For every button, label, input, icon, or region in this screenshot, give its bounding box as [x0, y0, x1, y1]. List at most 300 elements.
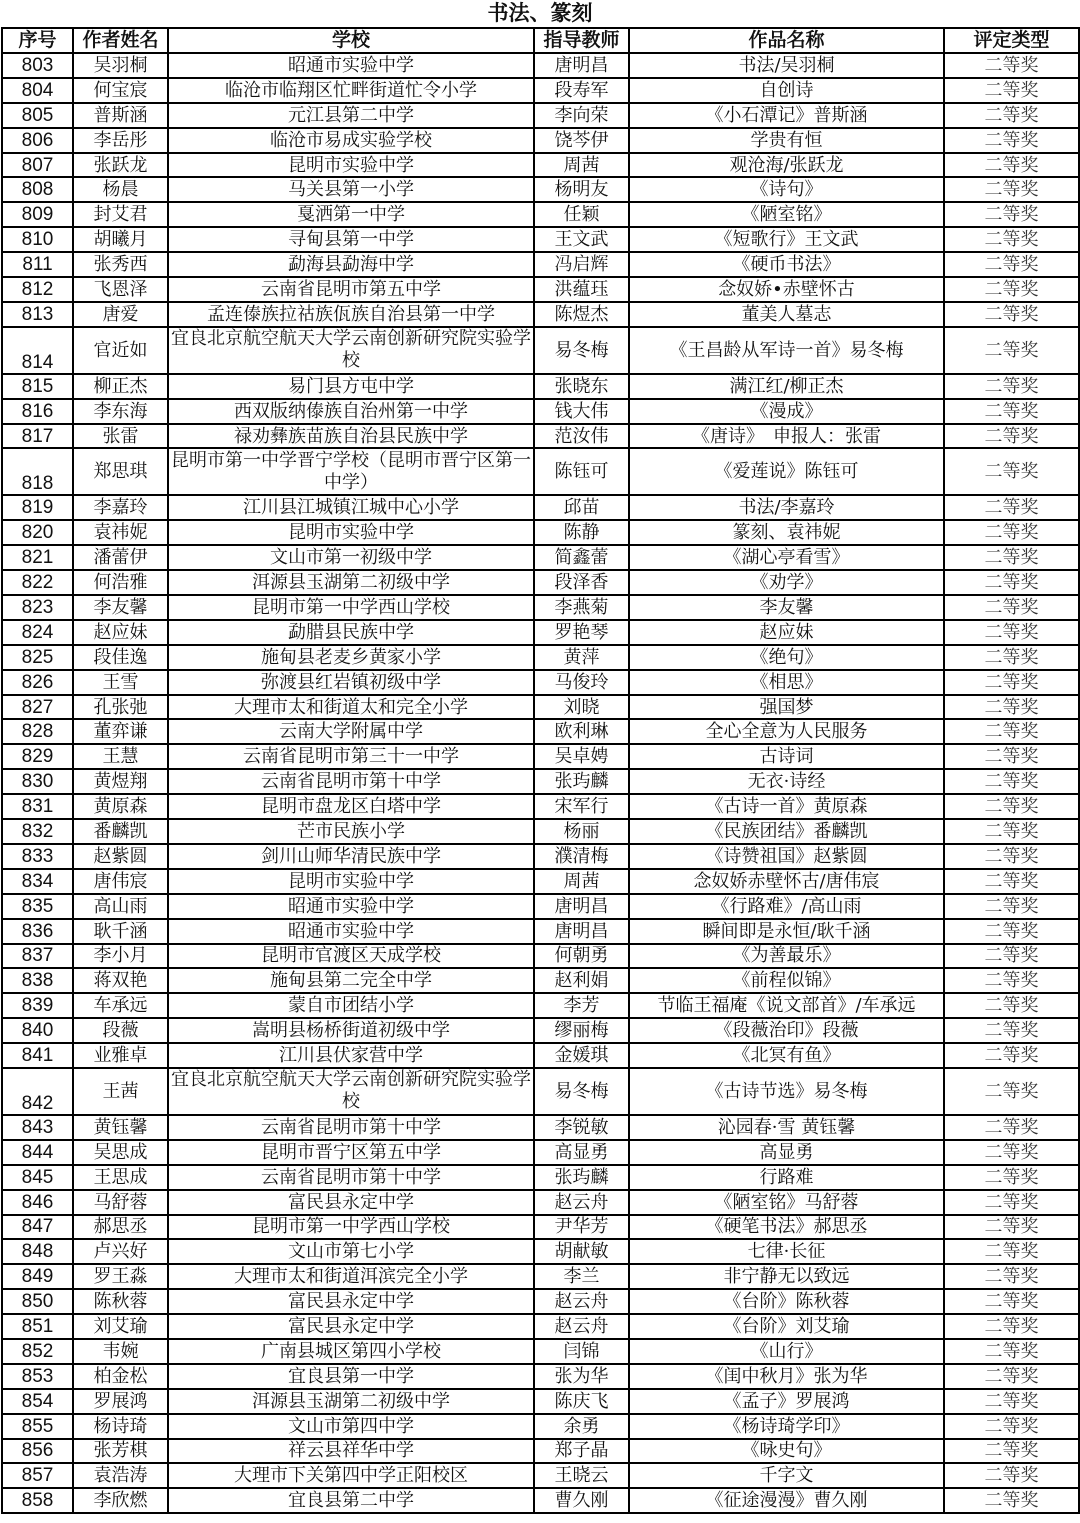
cell-work: 篆刻、袁祎妮	[629, 520, 944, 545]
cell-teacher: 饶芩伊	[534, 128, 629, 153]
cell-number: 811	[2, 252, 73, 277]
cell-number: 830	[2, 769, 73, 794]
cell-author: 唐爱	[73, 302, 168, 327]
cell-number: 814	[2, 327, 73, 374]
cell-school: 广南县城区第四小学校	[168, 1339, 534, 1364]
cell-award: 二等奖	[944, 424, 1079, 449]
cell-award: 二等奖	[944, 1414, 1079, 1439]
cell-author: 唐伟宸	[73, 869, 168, 894]
cell-work: 书法/吴羽桐	[629, 53, 944, 78]
header-author: 作者姓名	[73, 28, 168, 53]
cell-author: 段薇	[73, 1018, 168, 1043]
cell-author: 王雪	[73, 670, 168, 695]
cell-work: 《征途漫漫》曹久刚	[629, 1488, 944, 1513]
cell-teacher: 易冬梅	[534, 1068, 629, 1115]
cell-school: 元江县第二中学	[168, 103, 534, 128]
header-teacher: 指导教师	[534, 28, 629, 53]
cell-author: 赵紫圆	[73, 844, 168, 869]
cell-number: 803	[2, 53, 73, 78]
cell-teacher: 李芳	[534, 993, 629, 1018]
cell-author: 李友馨	[73, 595, 168, 620]
table-row	[2, 1389, 1079, 1414]
header-number: 序号	[2, 28, 73, 53]
cell-teacher: 尹华芳	[534, 1215, 629, 1240]
table-row	[2, 993, 1079, 1018]
table-row	[2, 744, 1079, 769]
cell-work: 《前程似锦》	[629, 968, 944, 993]
cell-number: 846	[2, 1190, 73, 1215]
cell-school: 宜良县第一中学	[168, 1364, 534, 1389]
cell-work: 高显勇	[629, 1140, 944, 1165]
cell-teacher: 郑子晶	[534, 1439, 629, 1464]
cell-award: 二等奖	[944, 128, 1079, 153]
cell-school: 嵩明县杨桥街道初级中学	[168, 1018, 534, 1043]
table-row	[2, 277, 1079, 302]
cell-author: 柳正杰	[73, 374, 168, 399]
cell-award: 二等奖	[944, 153, 1079, 178]
cell-author: 胡曦月	[73, 227, 168, 252]
cell-work: 沁园春·雪 黄钰馨	[629, 1115, 944, 1140]
cell-award: 二等奖	[944, 869, 1079, 894]
cell-number: 831	[2, 794, 73, 819]
table-row	[2, 1215, 1079, 1240]
cell-school: 孟连傣族拉祜族佤族自治县第一中学	[168, 302, 534, 327]
cell-author: 何宝宸	[73, 78, 168, 103]
cell-work: 《陋室铭》	[629, 202, 944, 227]
cell-school: 蒙自市团结小学	[168, 993, 534, 1018]
cell-number: 856	[2, 1439, 73, 1464]
cell-work: 《唐诗》 申报人：张雷	[629, 424, 944, 449]
cell-work: 古诗词	[629, 744, 944, 769]
cell-author: 郑思琪	[73, 448, 168, 495]
table-row	[2, 103, 1079, 128]
cell-work: 《山行》	[629, 1339, 944, 1364]
cell-award: 二等奖	[944, 1389, 1079, 1414]
cell-award: 二等奖	[944, 327, 1079, 374]
cell-teacher: 张玙麟	[534, 769, 629, 794]
cell-award: 二等奖	[944, 769, 1079, 794]
cell-number: 836	[2, 919, 73, 944]
cell-work: 节临王福庵《说文部首》/车承远	[629, 993, 944, 1018]
cell-author: 李岳彤	[73, 128, 168, 153]
table-row	[2, 202, 1079, 227]
cell-number: 808	[2, 177, 73, 202]
cell-award: 二等奖	[944, 919, 1079, 944]
cell-author: 业雅卓	[73, 1043, 168, 1068]
page-title: 书法、篆刻	[487, 1, 593, 25]
cell-teacher: 刘晓	[534, 695, 629, 720]
cell-award: 二等奖	[944, 495, 1079, 520]
cell-award: 二等奖	[944, 78, 1079, 103]
cell-award: 二等奖	[944, 1289, 1079, 1314]
cell-award: 二等奖	[944, 1239, 1079, 1264]
cell-school: 弥渡县红岩镇初级中学	[168, 670, 534, 695]
cell-teacher: 唐明昌	[534, 53, 629, 78]
cell-work: 《咏史句》	[629, 1439, 944, 1464]
cell-teacher: 张晓东	[534, 374, 629, 399]
cell-author: 韦婉	[73, 1339, 168, 1364]
cell-work: 《台阶》刘艾瑜	[629, 1314, 944, 1339]
cell-work: 《陋室铭》马舒蓉	[629, 1190, 944, 1215]
cell-author: 李东海	[73, 399, 168, 424]
cell-teacher: 赵利娟	[534, 968, 629, 993]
cell-author: 耿千涵	[73, 919, 168, 944]
cell-school: 洱源县玉湖第二初级中学	[168, 570, 534, 595]
cell-school: 勐腊县民族中学	[168, 620, 534, 645]
cell-school: 昆明市实验中学	[168, 520, 534, 545]
cell-teacher: 高显勇	[534, 1140, 629, 1165]
cell-school: 昆明市第一中学西山学校	[168, 1215, 534, 1240]
table-row	[2, 177, 1079, 202]
cell-author: 黄原森	[73, 794, 168, 819]
cell-school: 昆明市第一中学西山学校	[168, 595, 534, 620]
table-row	[2, 1018, 1079, 1043]
cell-work: 《孟子》罗展鸿	[629, 1389, 944, 1414]
cell-teacher: 周茜	[534, 869, 629, 894]
cell-number: 853	[2, 1364, 73, 1389]
table-row	[2, 53, 1079, 78]
table-row	[2, 1165, 1079, 1190]
cell-author: 何浩雅	[73, 570, 168, 595]
cell-award: 二等奖	[944, 1068, 1079, 1115]
cell-number: 805	[2, 103, 73, 128]
cell-school: 昭通市实验中学	[168, 894, 534, 919]
cell-teacher: 赵云舟	[534, 1190, 629, 1215]
cell-work: 自创诗	[629, 78, 944, 103]
cell-award: 二等奖	[944, 1339, 1079, 1364]
cell-school: 云南省昆明市第十中学	[168, 769, 534, 794]
table-row	[2, 1043, 1079, 1068]
cell-work: 《古诗节选》易冬梅	[629, 1068, 944, 1115]
table-row	[2, 153, 1079, 178]
cell-teacher: 赵云舟	[534, 1314, 629, 1339]
cell-author: 吴羽桐	[73, 53, 168, 78]
cell-teacher: 吴卓娉	[534, 744, 629, 769]
cell-work: 念奴娇赤壁怀古/唐伟宸	[629, 869, 944, 894]
table-row	[2, 495, 1079, 520]
cell-school: 芒市民族小学	[168, 819, 534, 844]
cell-number: 825	[2, 645, 73, 670]
cell-teacher: 李燕菊	[534, 595, 629, 620]
cell-award: 二等奖	[944, 103, 1079, 128]
cell-author: 罗展鸿	[73, 1389, 168, 1414]
cell-school: 富民县永定中学	[168, 1314, 534, 1339]
cell-work: 《行路难》/高山雨	[629, 894, 944, 919]
table-row	[2, 1488, 1079, 1513]
cell-school: 施甸县老麦乡黄家小学	[168, 645, 534, 670]
cell-school: 富民县永定中学	[168, 1289, 534, 1314]
cell-award: 二等奖	[944, 645, 1079, 670]
cell-author: 张芳棋	[73, 1439, 168, 1464]
cell-award: 二等奖	[944, 1115, 1079, 1140]
cell-author: 郝思丞	[73, 1215, 168, 1240]
cell-teacher: 冯启辉	[534, 252, 629, 277]
table-row	[2, 374, 1079, 399]
cell-number: 857	[2, 1463, 73, 1488]
cell-teacher: 洪蕴珏	[534, 277, 629, 302]
cell-teacher: 陈庆飞	[534, 1389, 629, 1414]
cell-school: 文山市第七小学	[168, 1239, 534, 1264]
cell-number: 850	[2, 1289, 73, 1314]
cell-author: 番麟凯	[73, 819, 168, 844]
cell-number: 810	[2, 227, 73, 252]
cell-number: 858	[2, 1488, 73, 1513]
cell-author: 普斯涵	[73, 103, 168, 128]
cell-school: 富民县永定中学	[168, 1190, 534, 1215]
cell-school: 宜良北京航空航天大学云南创新研究院实验学校	[168, 327, 534, 374]
cell-author: 张雷	[73, 424, 168, 449]
cell-author: 李欣燃	[73, 1488, 168, 1513]
cell-work: 《绝句》	[629, 645, 944, 670]
cell-teacher: 张为华	[534, 1364, 629, 1389]
cell-work: 学贵有恒	[629, 128, 944, 153]
cell-author: 王茜	[73, 1068, 168, 1115]
cell-award: 二等奖	[944, 1364, 1079, 1389]
cell-number: 819	[2, 495, 73, 520]
cell-school: 昆明市盘龙区白塔中学	[168, 794, 534, 819]
cell-work: 《湖心亭看雪》	[629, 545, 944, 570]
table-row	[2, 570, 1079, 595]
cell-teacher: 马俊玲	[534, 670, 629, 695]
cell-number: 838	[2, 968, 73, 993]
cell-award: 二等奖	[944, 177, 1079, 202]
cell-author: 黄钰馨	[73, 1115, 168, 1140]
cell-school: 宜良县第二中学	[168, 1488, 534, 1513]
cell-author: 卢兴好	[73, 1239, 168, 1264]
table-body	[2, 53, 1079, 1513]
cell-work: 《劝学》	[629, 570, 944, 595]
cell-author: 封艾君	[73, 202, 168, 227]
table-row	[2, 944, 1079, 969]
cell-school: 江川县江城镇江城中心小学	[168, 495, 534, 520]
cell-award: 二等奖	[944, 302, 1079, 327]
cell-teacher: 任颖	[534, 202, 629, 227]
cell-school: 江川县伏家营中学	[168, 1043, 534, 1068]
table-row	[2, 844, 1079, 869]
table-row	[2, 399, 1079, 424]
cell-number: 816	[2, 399, 73, 424]
header-award: 评定类型	[944, 28, 1079, 53]
cell-author: 段佳逸	[73, 645, 168, 670]
cell-award: 二等奖	[944, 202, 1079, 227]
cell-number: 834	[2, 869, 73, 894]
cell-teacher: 陈钰可	[534, 448, 629, 495]
cell-work: 《硬币书法》	[629, 252, 944, 277]
cell-number: 835	[2, 894, 73, 919]
cell-number: 839	[2, 993, 73, 1018]
table-row	[2, 520, 1079, 545]
cell-work: 《小石潭记》普斯涵	[629, 103, 944, 128]
cell-award: 二等奖	[944, 1018, 1079, 1043]
cell-work: 《北冥有鱼》	[629, 1043, 944, 1068]
cell-award: 二等奖	[944, 1165, 1079, 1190]
cell-number: 844	[2, 1140, 73, 1165]
cell-number: 818	[2, 448, 73, 495]
cell-award: 二等奖	[944, 944, 1079, 969]
header-work: 作品名称	[629, 28, 944, 53]
table-row	[2, 919, 1079, 944]
cell-author: 马舒蓉	[73, 1190, 168, 1215]
table-row	[2, 128, 1079, 153]
table-row	[2, 327, 1079, 374]
cell-number: 824	[2, 620, 73, 645]
cell-school: 昆明市官渡区天成学校	[168, 944, 534, 969]
cell-author: 高山雨	[73, 894, 168, 919]
cell-work: 满江红/柳正杰	[629, 374, 944, 399]
cell-number: 851	[2, 1314, 73, 1339]
cell-teacher: 段寿军	[534, 78, 629, 103]
cell-school: 西双版纳傣族自治州第一中学	[168, 399, 534, 424]
table-row	[2, 595, 1079, 620]
cell-award: 二等奖	[944, 1190, 1079, 1215]
cell-number: 822	[2, 570, 73, 595]
table-row	[2, 1140, 1079, 1165]
table-row	[2, 1339, 1079, 1364]
table-row	[2, 1068, 1079, 1115]
cell-school: 云南省昆明市第十中学	[168, 1165, 534, 1190]
cell-work: 《相思》	[629, 670, 944, 695]
cell-teacher: 何朝勇	[534, 944, 629, 969]
cell-teacher: 段泽香	[534, 570, 629, 595]
header-school: 学校	[168, 28, 534, 53]
cell-number: 845	[2, 1165, 73, 1190]
cell-author: 蒋双艳	[73, 968, 168, 993]
cell-teacher: 欧利琳	[534, 719, 629, 744]
cell-number: 804	[2, 78, 73, 103]
cell-number: 812	[2, 277, 73, 302]
cell-work: 《诗句》	[629, 177, 944, 202]
cell-author: 杨诗琦	[73, 1414, 168, 1439]
cell-award: 二等奖	[944, 1264, 1079, 1289]
cell-teacher: 罗艳琴	[534, 620, 629, 645]
cell-teacher: 周茜	[534, 153, 629, 178]
cell-work: 《硬笔书法》郝思丞	[629, 1215, 944, 1240]
cell-work: 《诗赞祖国》赵紫圆	[629, 844, 944, 869]
cell-award: 二等奖	[944, 545, 1079, 570]
cell-work: 李友馨	[629, 595, 944, 620]
cell-work: 《段薇治印》段薇	[629, 1018, 944, 1043]
cell-school: 勐海县勐海中学	[168, 252, 534, 277]
cell-number: 828	[2, 719, 73, 744]
cell-award: 二等奖	[944, 719, 1079, 744]
table-row	[2, 645, 1079, 670]
cell-school: 易门县方屯中学	[168, 374, 534, 399]
cell-author: 袁浩涛	[73, 1463, 168, 1488]
cell-school: 剑川山师华清民族中学	[168, 844, 534, 869]
cell-number: 833	[2, 844, 73, 869]
cell-work: 非宁静无以致远	[629, 1264, 944, 1289]
cell-award: 二等奖	[944, 1488, 1079, 1513]
table-header-row	[2, 28, 1079, 53]
cell-school: 昆明市实验中学	[168, 869, 534, 894]
cell-author: 黄煜翔	[73, 769, 168, 794]
cell-work: 《为善最乐》	[629, 944, 944, 969]
cell-number: 806	[2, 128, 73, 153]
cell-number: 837	[2, 944, 73, 969]
cell-work: 《古诗一首》黄原森	[629, 794, 944, 819]
cell-number: 855	[2, 1414, 73, 1439]
cell-number: 852	[2, 1339, 73, 1364]
cell-number: 826	[2, 670, 73, 695]
cell-school: 马关县第一小学	[168, 177, 534, 202]
table-row	[2, 252, 1079, 277]
cell-number: 840	[2, 1018, 73, 1043]
cell-school: 洱源县玉湖第二初级中学	[168, 1389, 534, 1414]
cell-number: 849	[2, 1264, 73, 1289]
cell-work: 《民族团结》番麟凯	[629, 819, 944, 844]
cell-school: 大理市下关第四中学正阳校区	[168, 1463, 534, 1488]
cell-number: 847	[2, 1215, 73, 1240]
cell-award: 二等奖	[944, 374, 1079, 399]
table-row	[2, 1264, 1079, 1289]
table-row	[2, 968, 1079, 993]
cell-award: 二等奖	[944, 520, 1079, 545]
cell-number: 817	[2, 424, 73, 449]
table-row	[2, 1364, 1079, 1389]
table-row	[2, 1463, 1079, 1488]
cell-number: 813	[2, 302, 73, 327]
cell-teacher: 钱大伟	[534, 399, 629, 424]
table-row	[2, 719, 1079, 744]
table-row	[2, 227, 1079, 252]
cell-author: 董弈谦	[73, 719, 168, 744]
cell-work: 《台阶》陈秋蓉	[629, 1289, 944, 1314]
cell-award: 二等奖	[944, 819, 1079, 844]
cell-teacher: 唐明昌	[534, 894, 629, 919]
table-row	[2, 1190, 1079, 1215]
cell-award: 二等奖	[944, 794, 1079, 819]
cell-teacher: 赵云舟	[534, 1289, 629, 1314]
cell-teacher: 杨明友	[534, 177, 629, 202]
cell-author: 李嘉玲	[73, 495, 168, 520]
cell-award: 二等奖	[944, 252, 1079, 277]
table-row	[2, 78, 1079, 103]
cell-award: 二等奖	[944, 570, 1079, 595]
cell-award: 二等奖	[944, 595, 1079, 620]
cell-school: 云南省昆明市第十中学	[168, 1115, 534, 1140]
table-row	[2, 1414, 1079, 1439]
cell-teacher: 邱苗	[534, 495, 629, 520]
cell-school: 昆明市实验中学	[168, 153, 534, 178]
cell-award: 二等奖	[944, 670, 1079, 695]
cell-school: 大理市太和街道太和完全小学	[168, 695, 534, 720]
cell-author: 陈秋蓉	[73, 1289, 168, 1314]
cell-teacher: 余勇	[534, 1414, 629, 1439]
cell-teacher: 曹久刚	[534, 1488, 629, 1513]
cell-school: 云南省昆明市第五中学	[168, 277, 534, 302]
cell-teacher: 黄萍	[534, 645, 629, 670]
cell-work: 无衣·诗经	[629, 769, 944, 794]
table-row	[2, 424, 1079, 449]
cell-number: 843	[2, 1115, 73, 1140]
cell-school: 昆明市第一中学晋宁学校（昆明市晋宁区第一中学）	[168, 448, 534, 495]
cell-award: 二等奖	[944, 744, 1079, 769]
cell-teacher: 陈煜杰	[534, 302, 629, 327]
cell-school: 昭通市实验中学	[168, 919, 534, 944]
cell-award: 二等奖	[944, 1314, 1079, 1339]
table-row	[2, 769, 1079, 794]
table-row	[2, 1314, 1079, 1339]
cell-teacher: 杨丽	[534, 819, 629, 844]
cell-school: 临沧市易成实验学校	[168, 128, 534, 153]
cell-award: 二等奖	[944, 1439, 1079, 1464]
cell-author: 杨晨	[73, 177, 168, 202]
cell-teacher: 范汝伟	[534, 424, 629, 449]
cell-teacher: 陈静	[534, 520, 629, 545]
cell-school: 昆明市晋宁区第五中学	[168, 1140, 534, 1165]
cell-number: 854	[2, 1389, 73, 1414]
cell-work: 行路难	[629, 1165, 944, 1190]
